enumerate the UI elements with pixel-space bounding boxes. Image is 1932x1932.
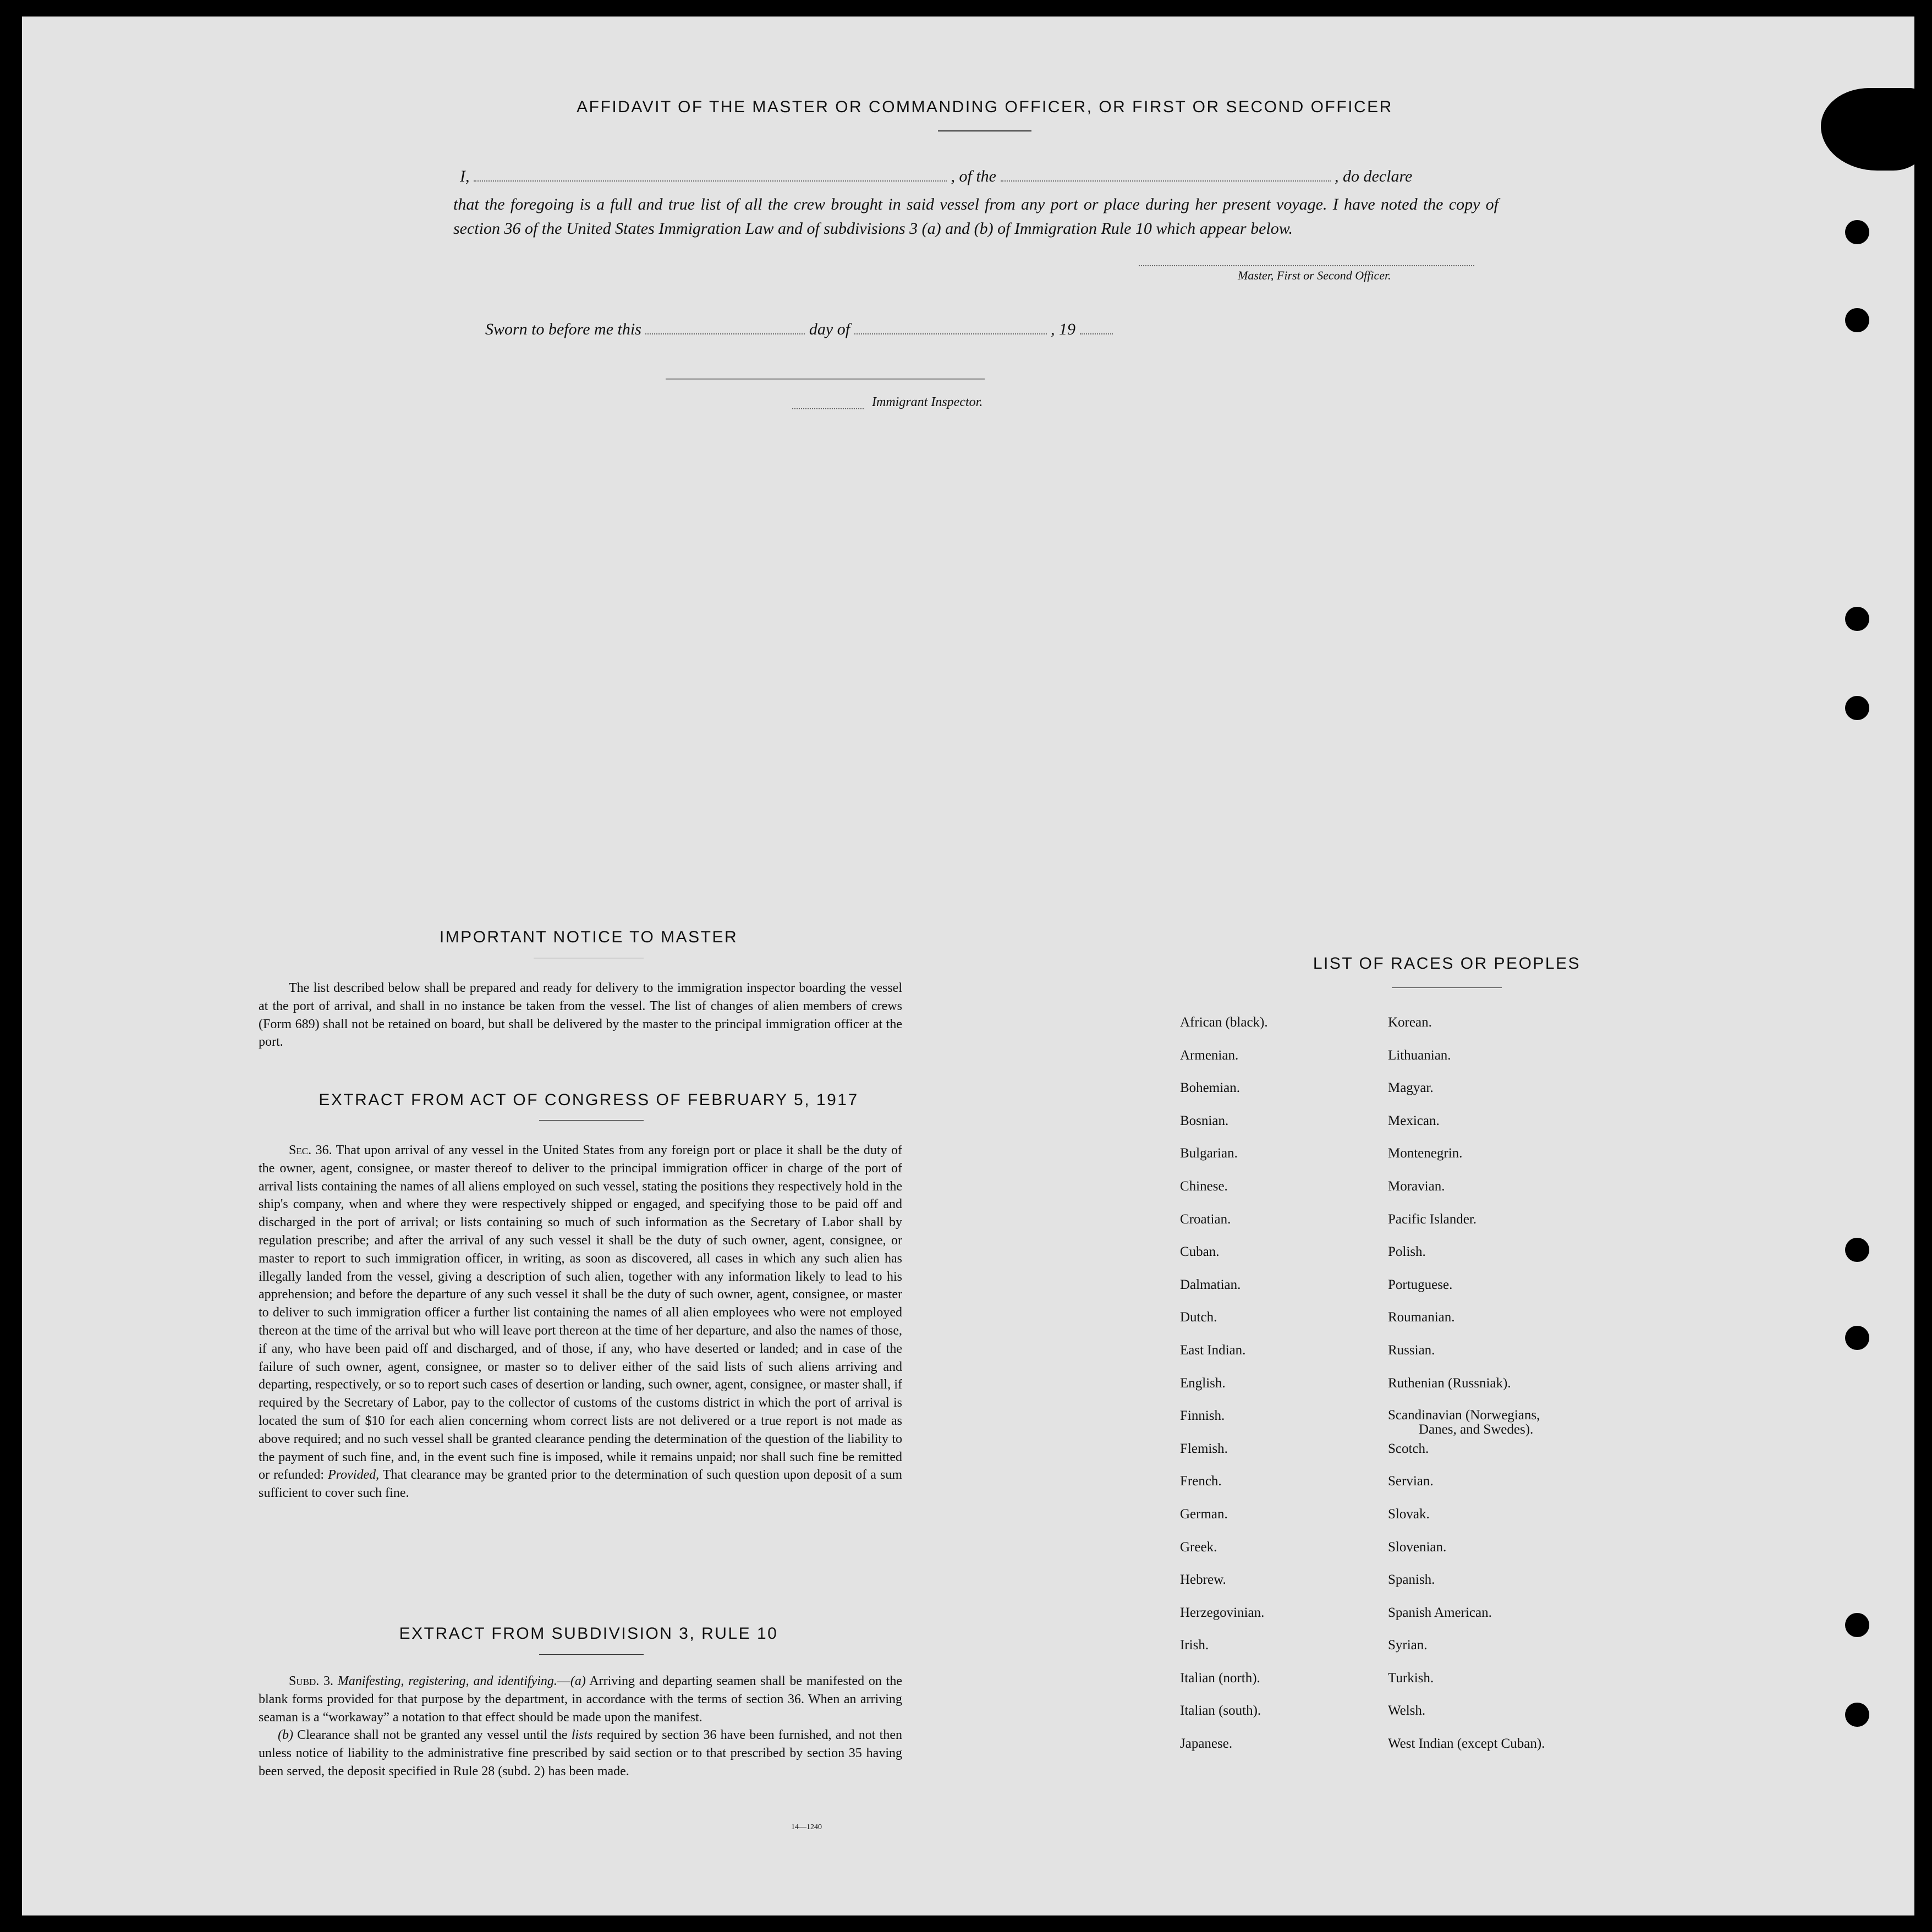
- race-item: Lithuanian.: [1388, 1047, 1451, 1063]
- punch-hole: [1845, 1326, 1869, 1350]
- race-item: Armenian.: [1180, 1047, 1239, 1063]
- punch-hole: [1845, 1613, 1869, 1637]
- race-item: Herzegovinian.: [1180, 1605, 1265, 1620]
- act-extract-body: [259, 1141, 902, 1502]
- inspector-signature-dots: [792, 408, 864, 409]
- master-signature-label: Master, First or Second Officer.: [1238, 268, 1391, 282]
- sworn-prefix: Sworn to before me this: [485, 320, 641, 338]
- inspector-signature-field[interactable]: [666, 378, 985, 380]
- race-item: Finnish.: [1180, 1408, 1225, 1424]
- affidavit-title-rule: [938, 130, 1031, 131]
- race-item: West Indian (except Cuban).: [1388, 1736, 1545, 1752]
- sworn-day-field[interactable]: [645, 333, 805, 334]
- rule-extract-title-rule: [539, 1654, 644, 1655]
- rule-extract-body: Subd. 3. Manifesting, registering, and identifying.—(a) Arriving and departing seamen shall be manifested on the blank forms provided for that purpose by the department, in accordance with the terms of section 36. When an arriving seaman is a “workaway” a notation to that effect should be made upon the manifest. (b) Clearance shall not be granted any vessel until the lists required by section 36 have been furnished, and not then unless notice of liability to the administrative fine prescribed by said section or to that prescribed by section 35 having been served, the deposit specified in Rule 28 (subd. 2) has been made.: [259, 1674, 902, 1779]
- act-extract-title: EXTRACT FROM ACT OF CONGRESS OF FEBRUARY 5, 1917: [319, 1091, 859, 1109]
- declare-suffix: , do declare: [1335, 167, 1413, 185]
- punch-hole: [1845, 1238, 1869, 1262]
- race-item: Spanish American.: [1388, 1605, 1492, 1620]
- sworn-line: [485, 320, 1113, 339]
- torn-corner: [1821, 88, 1914, 171]
- race-item: Scotch.: [1388, 1441, 1429, 1456]
- punch-hole: [1845, 220, 1869, 244]
- subd-b-text-1: Clearance shall not be granted any vessel until the: [293, 1728, 572, 1743]
- race-item: Bohemian.: [1180, 1080, 1241, 1096]
- race-item: Chinese.: [1180, 1178, 1228, 1194]
- form-sheet: [22, 17, 1914, 1915]
- sworn-day-of: day of: [809, 320, 850, 338]
- race-item: German.: [1180, 1506, 1228, 1522]
- races-left-column: [1180, 1015, 1268, 1769]
- punch-hole: [1845, 308, 1869, 332]
- sworn-year-field[interactable]: [1080, 333, 1113, 334]
- notice-body-text: The list described below shall be prepared and ready for delivery to the immigration inspector boarding the vessel at the port of arrival, and shall in no instance be taken from the vessel. The list of changes of alien members of crews (Form 689) shall not be retained on board, but shall be delivered by the master to the principal immigration officer at the port.: [259, 981, 902, 1050]
- races-right-column: [1388, 1015, 1545, 1769]
- subd-a-text: Arriving and departing seamen shall be manifested on the blank forms provided for that purpose by the department, in accordance with the terms of section 36. When an arriving seaman is a “workaway” a notation to that effect should be made upon the manifest.: [259, 1674, 902, 1725]
- rule-extract-title: EXTRACT FROM SUBDIVISION 3, RULE 10: [399, 1624, 778, 1643]
- race-item: [1388, 1408, 1545, 1441]
- race-item: Hebrew.: [1180, 1572, 1226, 1588]
- race-item: Irish.: [1180, 1638, 1209, 1653]
- race-item: Turkish.: [1388, 1670, 1434, 1686]
- subd-heading: Manifesting, registering, and identifying.: [337, 1674, 557, 1688]
- race-item: Polish.: [1388, 1244, 1426, 1260]
- race-item: Bulgarian.: [1180, 1146, 1238, 1161]
- race-item: Flemish.: [1180, 1441, 1228, 1456]
- race-item: Slovak.: [1388, 1506, 1430, 1522]
- declarant-prefix: I,: [460, 167, 470, 185]
- vessel-name-field[interactable]: [1001, 180, 1331, 182]
- declarant-name-field[interactable]: [474, 180, 947, 182]
- subd-b-label: (b): [278, 1728, 293, 1743]
- race-item: Mexican.: [1388, 1113, 1440, 1128]
- race-item: Moravian.: [1388, 1178, 1445, 1194]
- declaration-text: that the foregoing is a full and true list of all the crew brought in said vessel from any port or place during her present voyage. I have noted the copy of section 36 of the United States Immigration Law and of subdivisions 3 (a) and (b) of Immigration Rule 10 which appear below.: [453, 195, 1499, 238]
- race-item: English.: [1180, 1375, 1226, 1391]
- race-item: Korean.: [1388, 1015, 1432, 1030]
- vessel-prefix: , of the: [951, 167, 996, 185]
- provided-word: Provided,: [328, 1468, 380, 1483]
- sworn-year-prefix: , 19: [1051, 320, 1076, 338]
- form-number: 14—1240: [791, 1823, 822, 1831]
- affidavit-title: AFFIDAVIT OF THE MASTER OR COMMANDING OFFICER, OR FIRST OR SECOND OFFICER: [577, 98, 1393, 116]
- race-item: Spanish.: [1388, 1572, 1435, 1588]
- inspector-label: Immigrant Inspector.: [872, 395, 983, 409]
- race-item: Japanese.: [1180, 1736, 1233, 1752]
- race-item: French.: [1180, 1474, 1222, 1489]
- race-item: Magyar.: [1388, 1080, 1434, 1096]
- race-item: Pacific Islander.: [1388, 1211, 1477, 1227]
- race-item: Portuguese.: [1388, 1277, 1453, 1292]
- section-label: Sec. 36.: [289, 1143, 332, 1157]
- race-item-continuation: Danes, and Swedes).: [1419, 1422, 1534, 1437]
- race-item: Servian.: [1388, 1474, 1434, 1489]
- race-item: East Indian.: [1180, 1342, 1246, 1358]
- race-item: African (black).: [1180, 1015, 1268, 1030]
- subd-b-lists: lists: [571, 1728, 593, 1743]
- race-item: Italian (north).: [1180, 1670, 1260, 1686]
- subd-label: Subd. 3.: [289, 1674, 334, 1688]
- race-item: Syrian.: [1388, 1638, 1428, 1653]
- race-item: Dalmatian.: [1180, 1277, 1241, 1292]
- notice-title: IMPORTANT NOTICE TO MASTER: [439, 928, 738, 946]
- act-extract-title-rule: [539, 1120, 644, 1121]
- race-item: Slovenian.: [1388, 1539, 1447, 1555]
- race-item: Ruthenian (Russniak).: [1388, 1375, 1511, 1391]
- race-item: Cuban.: [1180, 1244, 1220, 1260]
- punch-hole: [1845, 1703, 1869, 1727]
- race-item: Montenegrin.: [1388, 1146, 1463, 1161]
- race-item: Dutch.: [1180, 1310, 1217, 1325]
- race-item: Italian (south).: [1180, 1703, 1261, 1719]
- punch-hole: [1845, 607, 1869, 631]
- act-text-2: That clearance may be granted prior to the determination of such question upon deposit of a sum sufficient to cover such fine.: [259, 1468, 903, 1501]
- reverse-bleed-through: [330, 110, 336, 129]
- punch-hole: [1845, 696, 1869, 720]
- sworn-month-field[interactable]: [854, 333, 1047, 334]
- race-item: Russian.: [1388, 1342, 1435, 1358]
- race-item-text: Scandinavian (Norwegians,: [1388, 1408, 1540, 1423]
- races-title-rule: [1392, 987, 1502, 988]
- declarant-line: [460, 167, 1412, 186]
- act-text-1: That upon arrival of any vessel in the United States from any foreign port or place it shall be the duty of the owner, agent, consignee, or master thereof to deliver to the principal immigration officer in charge of the port of arrival lists containing the names of all aliens employed on such vessel, stating the positions they respectively hold in the ship's company, when and where they were respectively shipped or engaged, and specifying those to be paid off and discharged in the port of arrival; or lists containing so much of such information as the Secretary of Labor shall by regulation prescribe; and after the arrival of any such vessel it shall be the duty of such owner, agent, consignee, or master to report to such immigration officer, in writing, as soon as discovered, all cases in which any such alien has illegally landed from the vessel, giving a description of such alien, together with any information likely to lead to his apprehension; and before the departure of any such vessel it shall be the duty of such owner, agent, consignee, or master to deliver to such immigration officer a further list containing the names of all alien employees who were not employed thereon at the time of the arrival but who will leave port thereon at the time of her departure, and also the names of those, if any, who have been paid off and discharged, and of those, if any, who have deserted or landed; and in case of the failure of such owner, agent, consignee, or master so to deliver either of the said lists of such aliens arriving and departing, respectively, or so to report such cases of desertion or landing, such owner, agent, consignee, or master shall, if required by the Secretary of Labor, pay to the collector of customs of the customs district in which the port of arrival is located the sum of $10 for each alien concerning whom correct lists are not delivered or a true report is not made as above required; and no such vessel shall be granted clearance pending the determination of the question of the liability to the payment of such fine, and, in the event such fine is imposed, while it remains unpaid; nor shall such fine be remitted or refunded:: [259, 1143, 902, 1483]
- races-title: LIST OF RACES OR PEOPLES: [1313, 954, 1581, 973]
- race-item: Welsh.: [1388, 1703, 1426, 1719]
- race-item: Roumanian.: [1388, 1310, 1455, 1325]
- race-item: Croatian.: [1180, 1211, 1231, 1227]
- master-signature-field[interactable]: [1139, 265, 1474, 266]
- subd-b-text-2: required by section 36 have been furnished, and not then unless notice of liability to the administrative fine prescribed by said section or to that prescribed by section 35 having been served, the deposit specified in Rule 28 (subd. 2) has been made.: [259, 1728, 902, 1779]
- race-item: Greek.: [1180, 1539, 1217, 1555]
- notice-body: [259, 979, 902, 1051]
- race-item: Bosnian.: [1180, 1113, 1229, 1128]
- subd-a-label: (a): [570, 1674, 586, 1688]
